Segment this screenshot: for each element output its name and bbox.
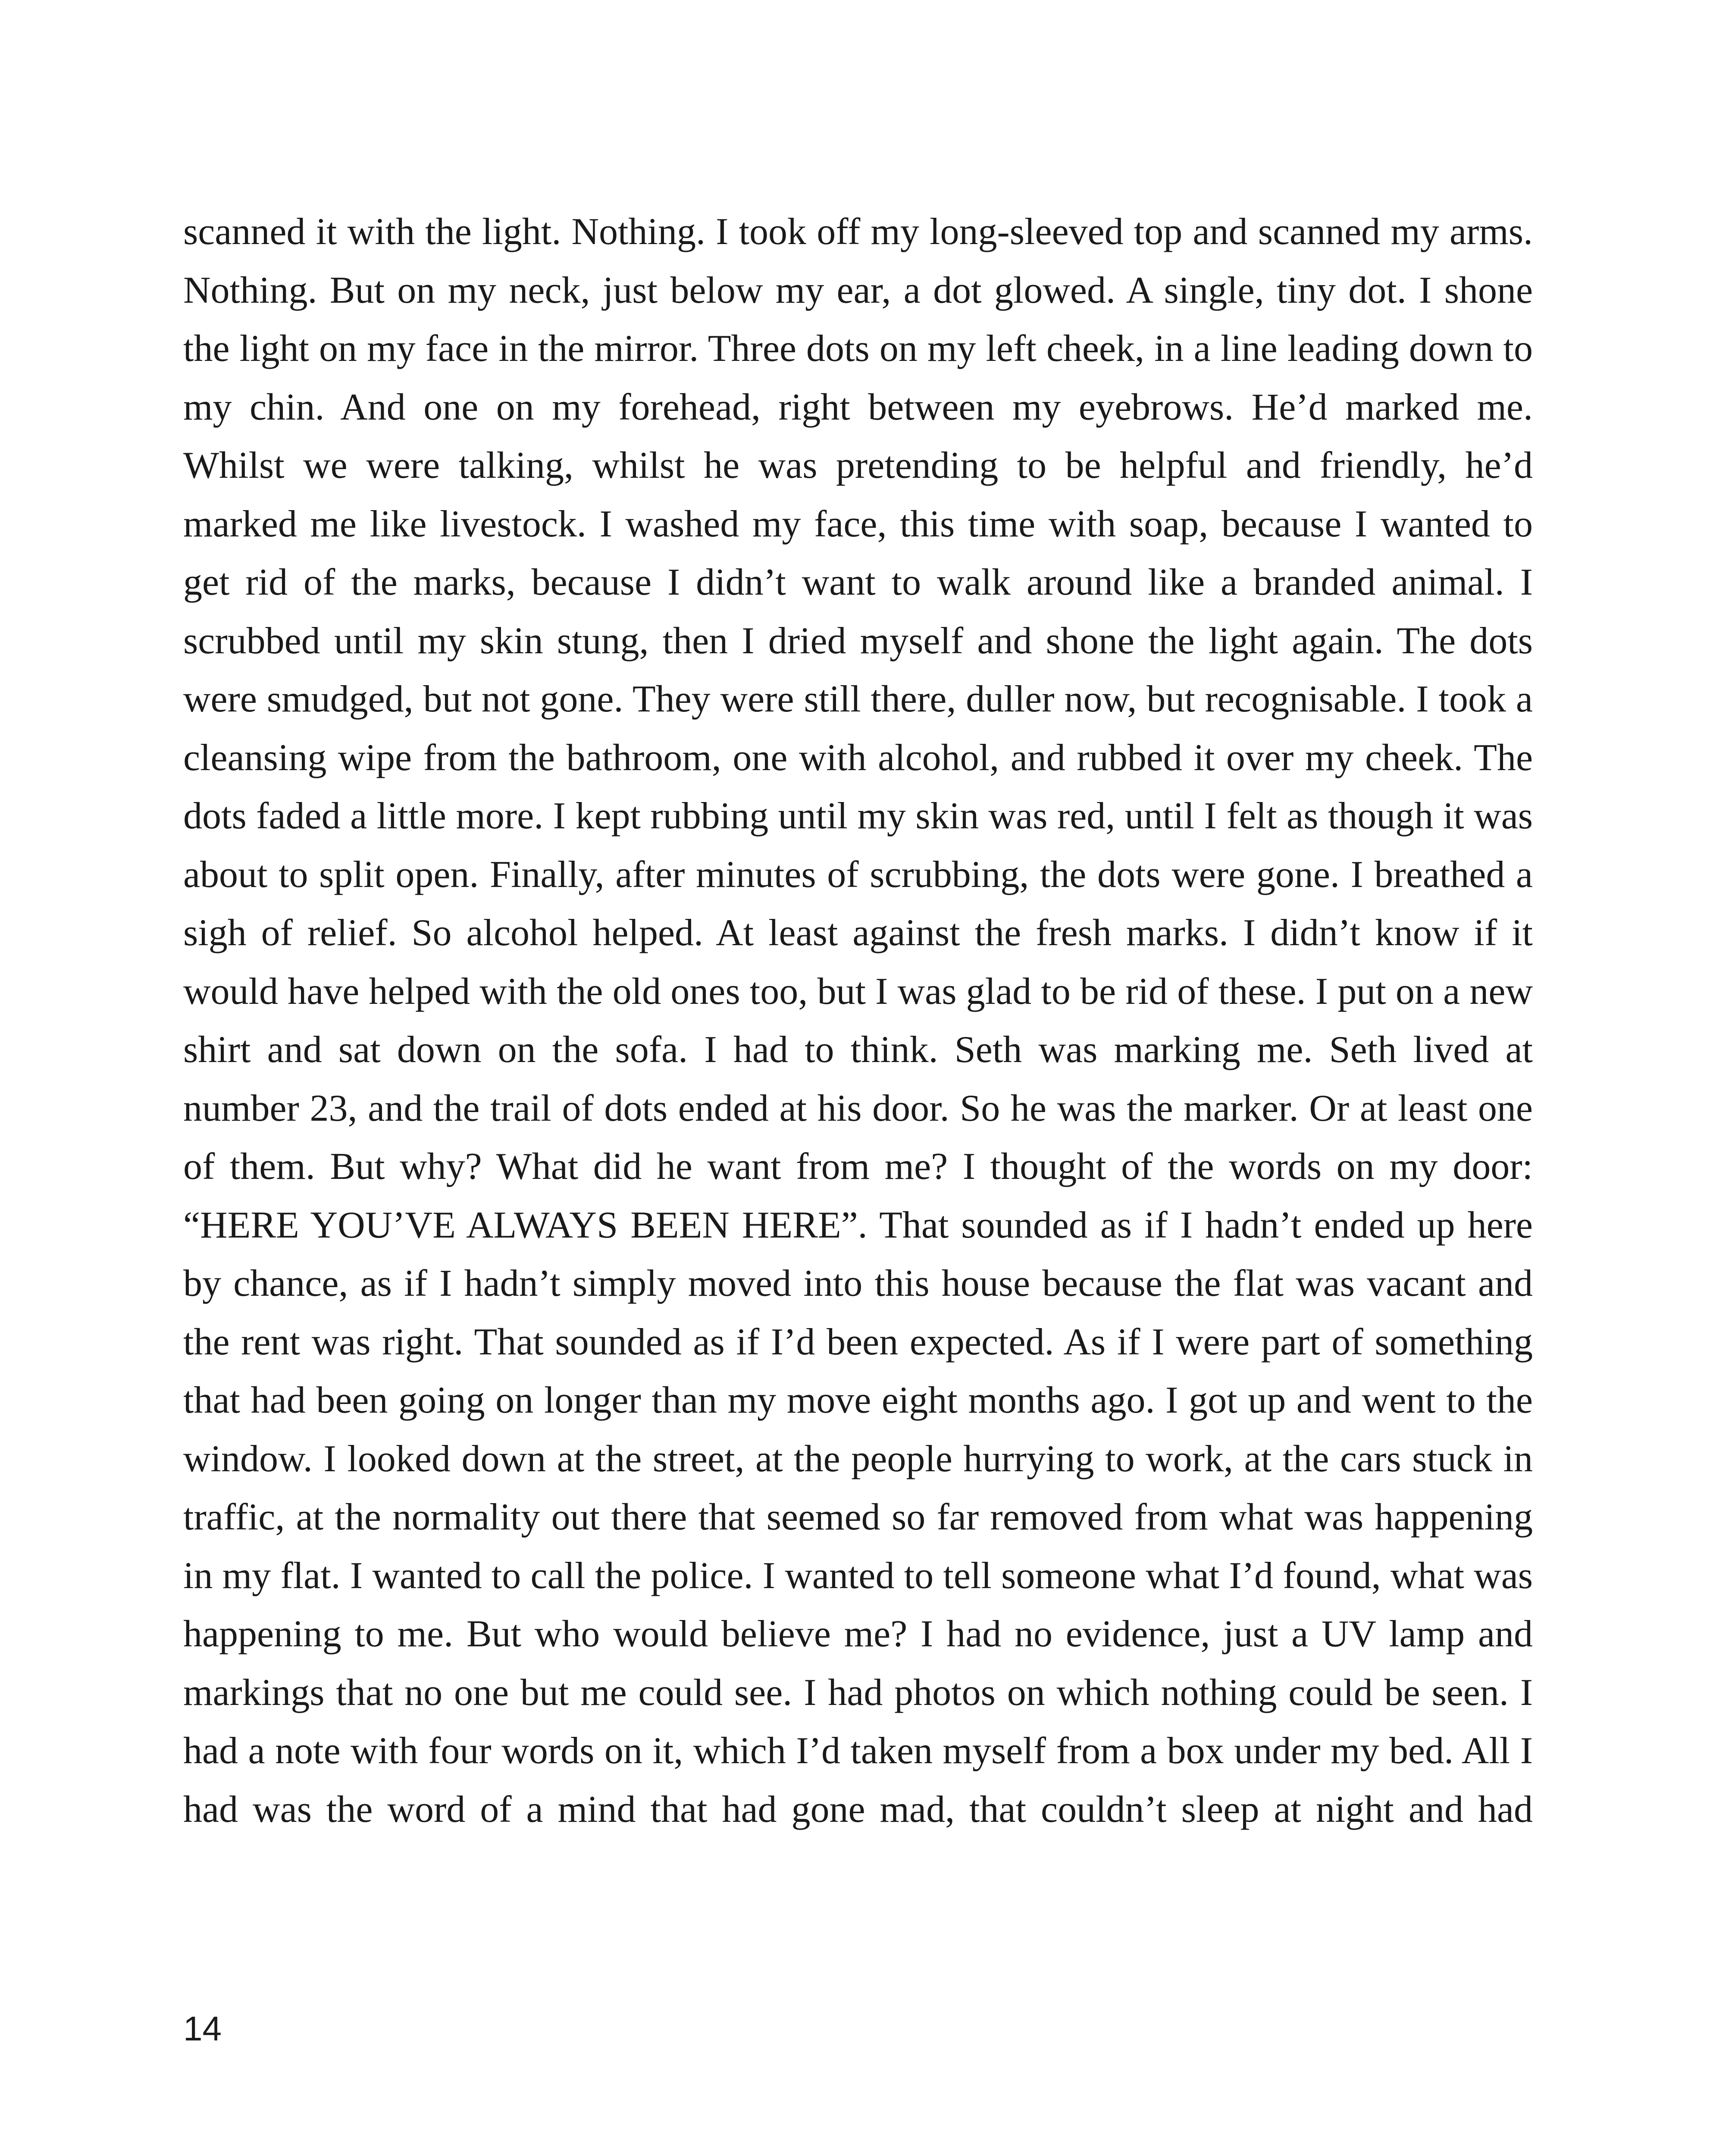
body-paragraph: scanned it with the light. Nothing. I took off my long-sleeved top and scanned my arms. Nothing. But on my neck, just below my ear, a dot glowed. A single, tiny dot. I shone the light on my face in the mirror. Three dots on my left cheek, in a line leading down to my chin. And one on my forehead, right between my eyebrows. He’d marked me. Whilst we were talking, whilst he was pretending to be helpful and friendly, he’d marked me like livestock. I washed my face, this time with soap, because I wanted to get rid of the marks, because I didn’t want to walk around like a branded animal. I scrubbed until my skin stung, then I dried myself and shone the light again. The dots were smudged, but not gone. They were still there, duller now, but recognisable. I took a cleansing wipe from the bathroom, one with alcohol, and rubbed it over my cheek. The dots faded a little more. I kept rubbing until my skin was red, until I felt as though it was about to split open. Finally, after minutes of scrubbing, the dots were gone. I breathed a sigh of relief. So alcohol helped. At least against the fresh marks. I didn’t know if it would have helped with the old ones too, but I was glad to be rid of these. I put on a new shirt and sat down on the sofa. I had to think. Seth was marking me. Seth lived at number 23, and the trail of dots ended at his door. So he was the marker. Or at least one of them. But why? What did he want from me? I thought of the words on my door: “HERE YOU’VE ALWAYS BEEN HERE”. That sounded as if I hadn’t ended up here by chance, as if I hadn’t simply moved into this house because the flat was vacant and the rent was right. That sounded as if I’d been expected. As if I were part of something that had been going on longer than my move eight months ago. I got up and went to the window. I looked down at the street, at the people hurrying to work, at the cars stuck in traffic, at the normality out there that seemed so far removed from what was happening in my flat. I wanted to call the police. I wanted to tell someone what I’d found, what was happening to me. But who would believe me? I had no evidence, just a UV lamp and markings that no one but me could see. I had photos on which nothing could be seen. I had a note with four words on it, which I’d taken myself from a box under my bed. All I had was the word of a mind that had gone mad, that couldn’t sleep at night and had <box>183 211 1533 1830</box>
page-number: 14 <box>183 2009 222 2048</box>
